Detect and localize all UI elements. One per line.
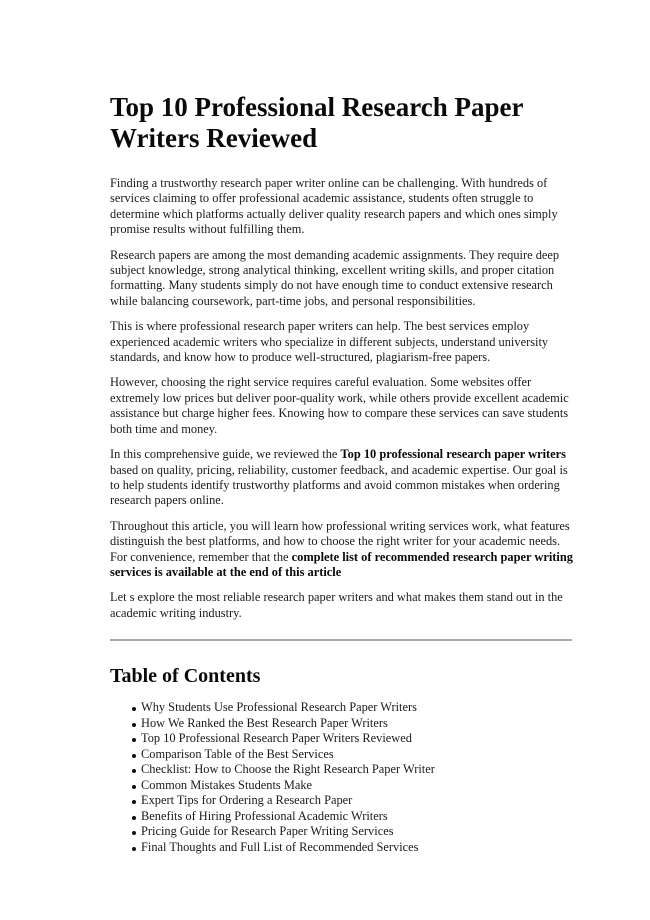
toc-item-label: Top 10 Professional Research Paper Writers Reviewed: [141, 731, 412, 746]
text-segment: Throughout this article, you will learn how professional writing services work, what features distinguish the best platforms, and how to choose the right writer for your academic needs. For convenience, remember that the: [110, 518, 570, 564]
toc-item[interactable]: [132, 716, 575, 732]
paragraph-intro-4: However, choosing the right service requires careful evaluation. Some websites offer extremely low prices but deliver poor-quality work, while others provide excellent academic assistance but charge higher fees. Knowing how to compare these services can save students both time and money.: [110, 375, 569, 436]
bullet-icon: [132, 831, 136, 835]
bullet-icon: [132, 707, 136, 711]
bullet-icon: [132, 723, 136, 727]
section-divider: [110, 639, 572, 641]
toc-item[interactable]: [132, 747, 575, 763]
text-segment: based on quality, pricing, reliability, customer feedback, and academic expertise. Our goal is to help students identify trustworthy platforms and avoid common mistakes when ordering research papers online.: [110, 462, 568, 508]
paragraph-intro-3: This is where professional research paper writers can help. The best services employ experienced academic writers who specialize in different subjects, understand university standards, and know how to produce well-structured, plagiarism-free papers.: [110, 319, 549, 365]
toc-item[interactable]: [132, 700, 575, 716]
bullet-icon: [132, 816, 136, 820]
toc-item-label: Checklist: How to Choose the Right Research Paper Writer: [141, 762, 435, 777]
toc-item[interactable]: [132, 824, 575, 840]
article-intro: [110, 176, 575, 621]
bullet-icon: [132, 847, 136, 851]
toc-item-label: Final Thoughts and Full List of Recommended Services: [141, 839, 419, 854]
toc-item-label: Common Mistakes Students Make: [141, 777, 313, 792]
paragraph-intro-5: [110, 447, 575, 509]
toc-item-label: Why Students Use Professional Research Paper Writers: [141, 700, 417, 715]
toc-item-label: Pricing Guide for Research Paper Writing Services: [141, 824, 394, 839]
toc-item[interactable]: [132, 762, 575, 778]
document-page: [110, 92, 575, 855]
toc-item-label: Expert Tips for Ordering a Research Paper: [141, 793, 353, 808]
toc-item[interactable]: [132, 778, 575, 794]
bullet-icon: [132, 800, 136, 804]
bullet-icon: [132, 754, 136, 758]
toc-item[interactable]: [132, 840, 575, 856]
paragraph-intro-2: Research papers are among the most demanding academic assignments. They require deep subject knowledge, strong analytical thinking, excellent writing skills, and proper citation formatting. Many students simply do not have enough time to conduct extensive research while balancing coursework, part-time jobs, and personal responsibilities.: [110, 247, 560, 308]
bullet-icon: [132, 785, 136, 789]
toc-item-label: Benefits of Hiring Professional Academic Writers: [141, 808, 388, 823]
bullet-icon: [132, 738, 136, 742]
paragraph-intro-1: Finding a trustworthy research paper writer online can be challenging. With hundreds of services claiming to offer professional academic assistance, students often struggle to determine which platforms actually deliver quality research papers and which ones simply promise results without fulfilling them.: [110, 176, 558, 237]
toc-item[interactable]: [132, 809, 575, 825]
toc-item[interactable]: [132, 793, 575, 809]
table-of-contents: [110, 700, 575, 855]
paragraph-intro-7: Let s explore the most reliable research paper writers and what makes them stand out in the academic writing industry.: [110, 590, 563, 620]
page-title: Top 10 Professional Research Paper Writers Reviewed: [110, 92, 524, 153]
bold-text: Top 10 professional research paper writers: [340, 447, 566, 462]
bullet-icon: [132, 769, 136, 773]
toc-item-label: Comparison Table of the Best Services: [141, 746, 334, 761]
toc-item-label: How We Ranked the Best Research Paper Writers: [141, 715, 388, 730]
toc-item[interactable]: [132, 731, 575, 747]
bold-text: complete list of recommended research paper writing services is available at the end of this article: [110, 549, 573, 579]
paragraph-intro-6: [110, 519, 575, 581]
toc-heading: Table of Contents: [110, 665, 261, 688]
text-segment: In this comprehensive guide, we reviewed the: [110, 447, 341, 462]
